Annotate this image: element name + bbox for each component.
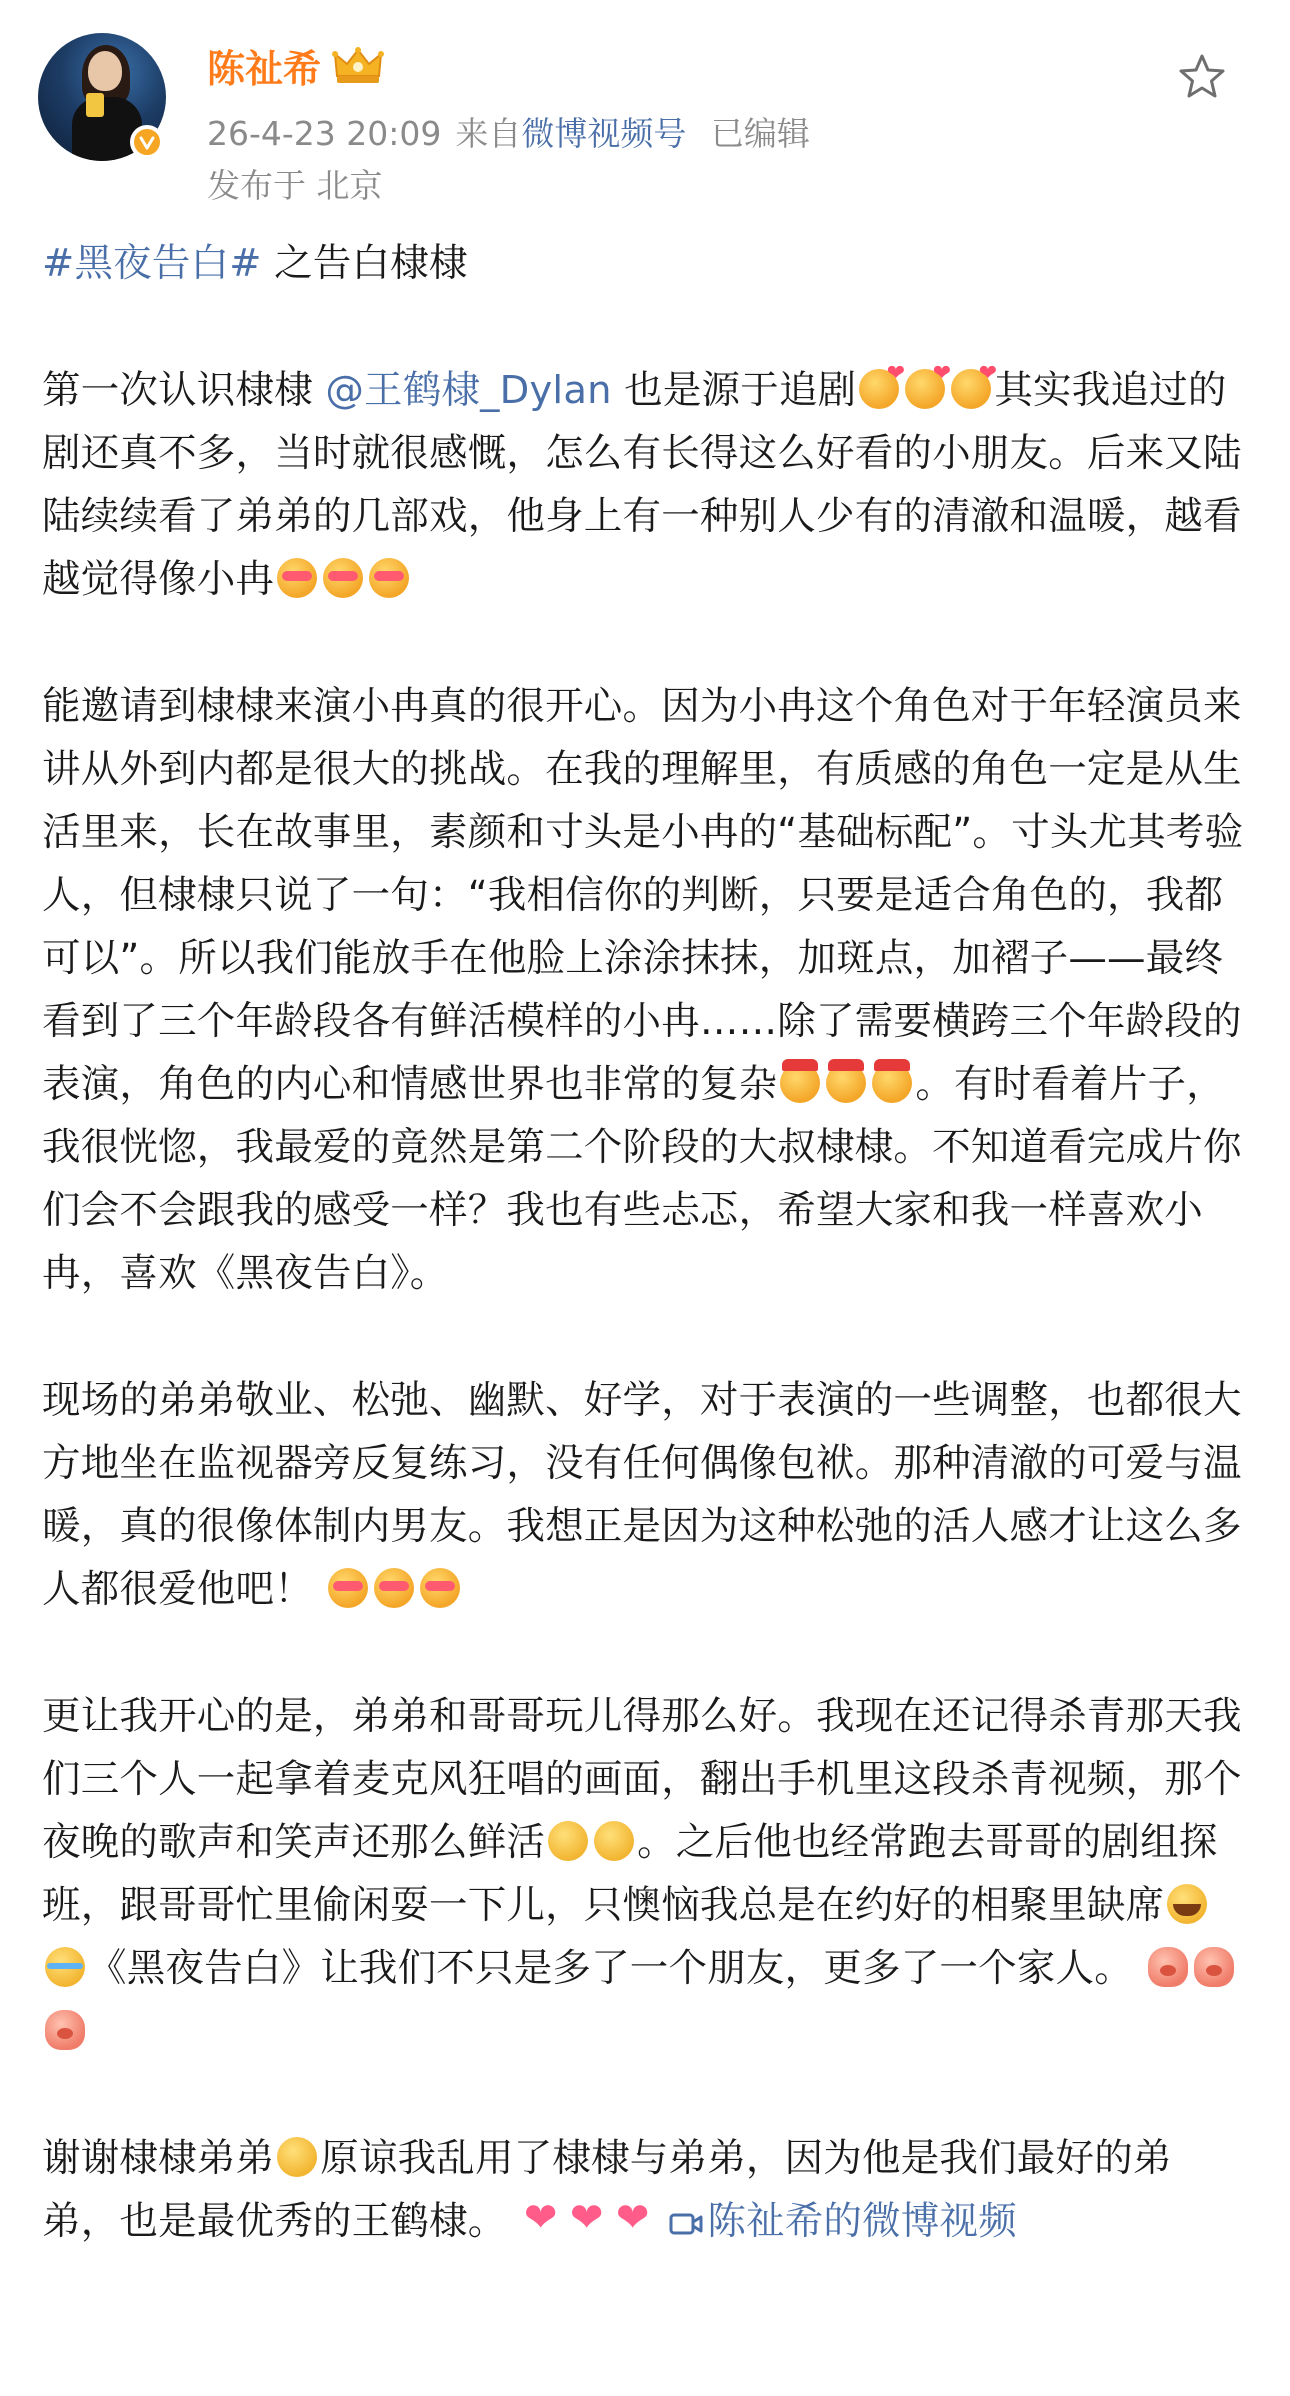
text: 现场的弟弟敬业、松弛、幽默、好学，对于表演的一些调整，也都很大方地坐在监视器旁反复练习，没有任何偶像包袱。那种清澈的可爱与温暖，真的很像体制内男友。我想正是因为这种松弛的活人感才让这么多人都很爱他吧！ [42,1378,1242,1612]
hug-emoji-icon [277,2137,317,2177]
text: 之告白棣棣 [261,241,468,286]
topic-link[interactable]: #黑夜告白# [42,241,262,286]
text: 《黑夜告白》让我们不只是多了一个朋友，更多了一个家人。 [88,1946,1133,1991]
thinking-emoji-icon [594,1821,634,1861]
struggle-emoji-icon [826,1063,866,1103]
pig-emoji-icon [1194,1947,1234,1987]
location: 发布于 北京 [207,166,383,205]
text: 能邀请到棣棣来演小冉真的很开心。因为小冉这个角色对于年轻演员来讲从外到内都是很大的挑战。在我的理解里，有质感的角色一定是从生活里来，长在故事里，素颜和寸头是小冉的“基础标配”。寸头尤其考验人，但棣棣只说了一句：“我相信你的判断，只要是适合角色的，我都可以”。所以我们能放手在他脸上涂涂抹抹，加斑点，加褶子——最终看到了三个年龄段各有鲜活模样的小冉……除了需要横跨三个年龄段的表演，角色的内心和情感世界也非常的复杂 [42,684,1244,1107]
heart-eyes-emoji-icon [369,558,409,598]
text: 也是源于追剧 [611,368,857,413]
heart-eyes-emoji-icon [374,1568,414,1608]
paragraph-4 [42,1369,1248,1621]
thinking-emoji-icon [548,1821,588,1861]
heart-emoji-icon [522,2200,562,2240]
heart-emoji-icon [614,2200,654,2240]
heart-emoji-icon [568,2200,608,2240]
text: 原谅我乱用了棣棣与弟弟，因为他是我们最好的弟弟，也是最优秀的王鹤棣。 [42,2136,1172,2244]
verified-badge-icon [130,125,164,159]
edited-label[interactable]: 已编辑 [710,114,810,153]
text: 。有时看着片子，我很恍惚，我最爱的竟然是第二个阶段的大叔棣棣。不知道看完成片你们会不会跟我的感受一样？我也有些忐忑，希望大家和我一样喜欢小冉，喜欢《黑夜告白》。 [42,1062,1242,1296]
crying-emoji-icon [45,1947,85,1987]
video-link[interactable] [669,2199,1017,2244]
paragraph-5 [42,1685,1248,2063]
username[interactable]: 陈祉希 [207,47,322,91]
paragraph-2 [42,359,1248,611]
struggle-emoji-icon [780,1063,820,1103]
username-row [207,38,385,93]
heart-eyes-emoji-icon [277,558,317,598]
struggle-emoji-icon [872,1063,912,1103]
mention-link[interactable]: @王鹤棣_Dylan [325,368,612,413]
post-header [0,0,1290,220]
source-link[interactable]: 微博视频号 [521,114,687,153]
video-icon [669,2194,703,2257]
paragraph-6 [42,2127,1248,2257]
text: 第一次认识棣棣 [42,368,326,413]
text: 更让我开心的是，弟弟和哥哥玩儿得那么好。我现在还记得杀青那天我们三个人一起拿着麦克风狂唱的画面，翻出手机里这段杀青视频，那个夜晚的歌声和笑声还那么鲜活 [42,1694,1242,1865]
pig-emoji-icon [1148,1947,1188,1987]
post-content [42,232,1248,2257]
paragraph-1 [42,232,1248,295]
crown-icon[interactable] [331,46,385,86]
pig-emoji-icon [45,2010,85,2050]
video-link-label[interactable]: 陈祉希的微博视频 [707,2199,1017,2244]
laugh-cry-emoji-icon [1167,1884,1207,1924]
kiss-emoji-icon [905,369,945,409]
timestamp: 26-4-23 20:09 [207,114,442,153]
kiss-emoji-icon [951,369,991,409]
source-prefix: 来自 [455,114,522,153]
star-icon[interactable] [1175,50,1229,104]
heart-eyes-emoji-icon [323,558,363,598]
text: 。之后他也经常跑去哥哥的剧组探班，跟哥哥忙里偷闲耍一下儿，只懊恼我总是在约好的相聚里缺席 [42,1820,1218,1928]
text: 谢谢棣棣弟弟 [42,2136,275,2181]
kiss-emoji-icon [859,369,899,409]
avatar[interactable] [38,33,166,161]
text: 其实我追过的剧还真不多，当时就很感慨，怎么有长得这么好看的小朋友。后来又陆陆续续看了弟弟的几部戏，他身上有一种别人少有的清澈和温暖，越看越觉得像小冉 [42,368,1242,602]
post-meta [207,108,824,155]
heart-eyes-emoji-icon [420,1568,460,1608]
paragraph-3 [42,675,1248,1305]
heart-eyes-emoji-icon [328,1568,368,1608]
